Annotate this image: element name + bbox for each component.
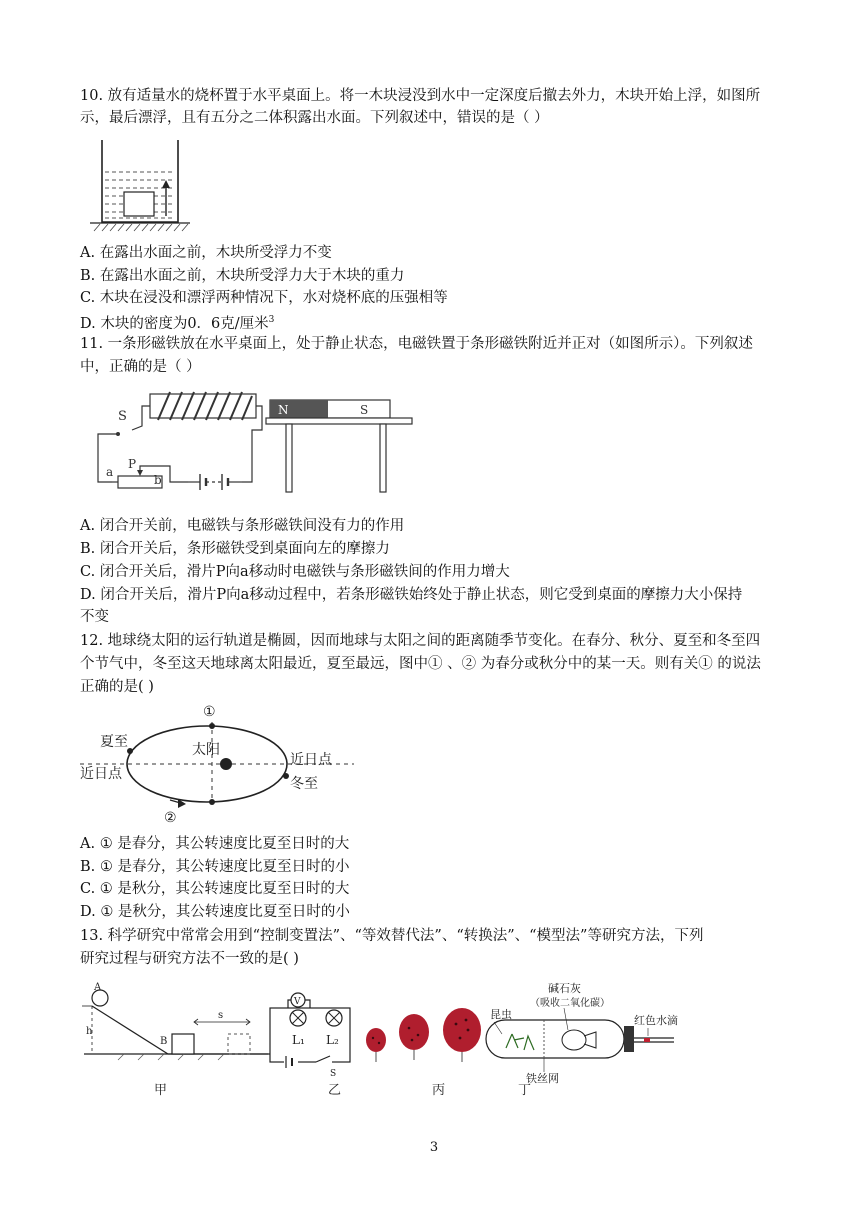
perihelion-right-label: 近日点 [290,752,332,768]
q11-stem-line2: 中，正确的是（ ） [80,359,201,375]
q10-stem-line2: 示，最后漂浮，且有五分之二体积露出水面。下列叙述中，错误的是（ ） [80,110,549,126]
q12-option-b: B. ① 是春分，其公转速度比夏至日时的小 [80,859,350,875]
sun-label: 太阳 [192,742,220,758]
insect-label: 昆虫 [490,1008,512,1021]
q10-option-b: B. 在露出水面之前，木块所受浮力大于木块的重力 [80,268,405,284]
orbit-figure [78,698,368,826]
slider-p-label: P [128,457,137,471]
point-2-label: ② [164,810,177,826]
red-water-drop [644,1038,650,1042]
caption-ding: 丁 [518,1083,532,1098]
switch-s-label: S [330,1069,337,1079]
q11-option-b: B. 闭合开关后，条形磁铁受到桌面向左的摩擦力 [80,541,390,557]
switch-label: S [118,409,127,424]
q11-option-d-line2: 不变 [80,609,109,625]
summer-solstice-label: 夏至 [100,734,128,750]
winter-solstice-label: 冬至 [290,776,318,792]
q12-stem-line1: 12. 地球绕太阳的运行轨道是椭圆，因而地球与太阳之间的距离随季节变化。在春分、秋分、夏至和冬至四 [80,633,761,649]
respiration-apparatus [486,981,678,1085]
q12-option-d: D. ① 是秋分，其公转速度比夏至日时的小 [80,904,350,920]
caption-yi: 乙 [328,1083,342,1098]
red-drop-label: 红色水滴 [634,1014,678,1027]
wire-mesh-label: 铁丝网 [526,1072,559,1085]
q10-option-d-text: D. 木块的密度为0．6克/厘米 [80,315,269,332]
block-b-label: B [160,1036,168,1047]
balloon-model [366,1008,481,1062]
q11-option-a: A. 闭合开关前，电磁铁与条形磁铁间没有力的作用 [80,518,405,534]
q11-option-d-line1: D. 闭合开关后，滑片P向a移动过程中，若条形磁铁始终处于静止状态，则它受到桌面的摩擦力大小保持 [80,587,743,603]
q12-option-c: C. ① 是秋分，其公转速度比夏至日时的大 [80,881,350,897]
lamp-l1-label: L₁ [292,1033,305,1047]
q10-option-c: C. 木块在浸没和漂浮两种情况下，水对烧杯底的压强相等 [80,290,448,306]
electromagnet-figure [92,386,414,498]
q11-stem-line1: 11. 一条形磁铁放在水平桌面上，处于静止状态，电磁铁置于条形磁铁附近并正对（如图所示）。下列叙述 [80,336,753,352]
point-1-label: ① [203,704,216,720]
absorb-co2-label: （吸收二氧化碳） [530,998,610,1009]
sun-icon [220,758,232,770]
distance-s-label: s [218,1010,224,1021]
rheostat-b-label: b [154,473,162,487]
circuit-experiment [270,993,350,1079]
methods-figure [78,978,698,1098]
lamp-l2-label: L₂ [326,1033,339,1047]
q10-option-a: A. 在露出水面之前，木块所受浮力不变 [80,245,332,261]
beaker-figure [86,138,192,232]
height-h-label: h [86,1026,93,1037]
q12-stem-line3: 正确的是( ) [80,679,154,695]
q11-option-c: C. 闭合开关后，滑片P向a移动时电磁铁与条形磁铁间的作用力增大 [80,564,510,580]
caption-jia: 甲 [154,1083,168,1098]
voltmeter-label: V [294,997,301,1007]
rheostat-a-label: a [106,465,114,479]
unit-superscript: 3 [268,315,275,325]
ball-a-label: A [94,982,102,993]
page-number: 3 [429,1140,439,1155]
magnet-s-label: S [360,403,369,417]
q13-stem-line1: 13. 科学研究中常常会用到“控制变置法”、“等效替代法”、“转换法”、“模型法”等研究方法，下列 [80,928,704,944]
soda-lime-label: 碱石灰 [548,982,581,995]
q12-option-a: A. ① 是春分，其公转速度比夏至日时的大 [80,836,350,852]
magnet-n-label: N [278,403,289,417]
q12-stem-line2: 个节气中，冬至这天地球离太阳最近，夏至最远，图中① 、② 为春分或秋分中的某一天。则有关① 的说法 [80,656,761,672]
incline-experiment [82,982,270,1060]
q10-option-d [80,310,274,334]
caption-bing: 丙 [432,1083,446,1098]
q13-stem-line2: 研究过程与研究方法不一致的是( ) [80,951,299,967]
q10-stem-line1: 10. 放有适量水的烧杯置于水平桌面上。将一木块浸没到水中一定深度后撤去外力，木块开始上浮，如图所 [80,88,761,104]
perihelion-left-label: 近日点 [80,766,122,782]
